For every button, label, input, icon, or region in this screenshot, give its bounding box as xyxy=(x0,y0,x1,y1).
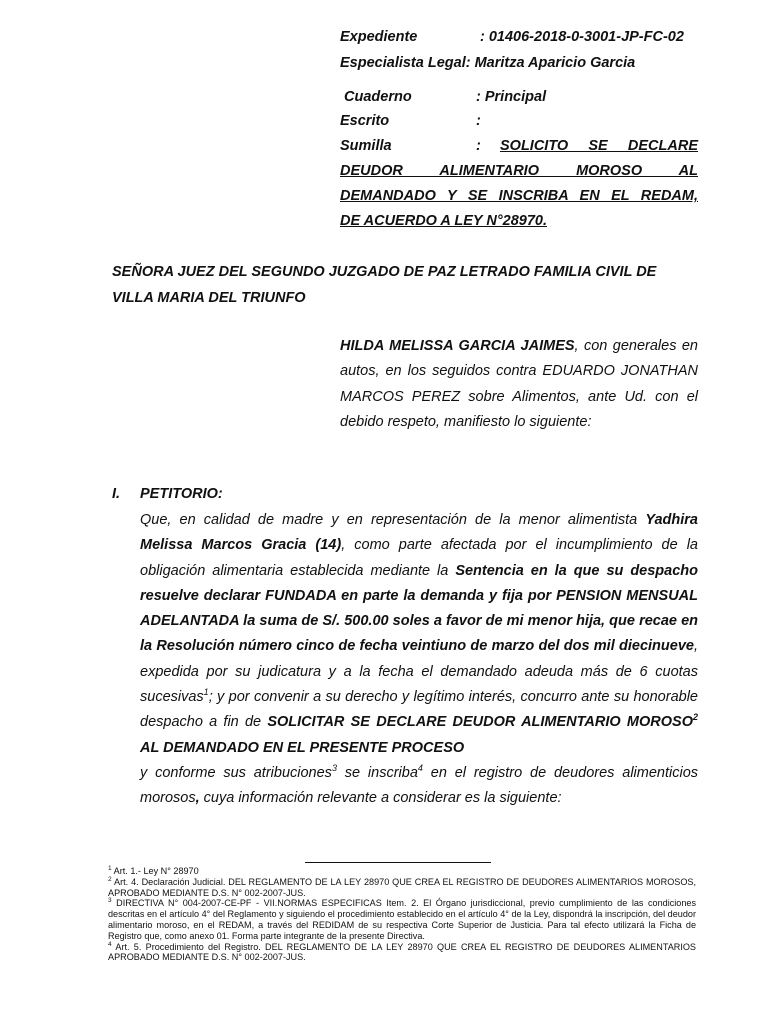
sumilla-colon: : xyxy=(476,138,481,154)
footnote-2 xyxy=(108,877,696,899)
petitorio-text-1: Que, en calidad de madre y en representación de la menor alimentista xyxy=(140,512,646,528)
footnote-4 xyxy=(108,942,696,964)
petitorio-comma: , xyxy=(195,790,200,807)
sumilla-line-3: DEMANDADO Y SE INSCRIBA EN EL REDAM, xyxy=(340,188,698,204)
petitorio-paragraph xyxy=(140,508,698,812)
sumilla-line-1: SOLICITO SE DECLARE xyxy=(500,138,698,154)
footnote-text-3: DIRECTIVA N° 004-2007-CE-PF - VII.NORMAS ESPECIFICAS Item. 2. El Órgano jurisdiccional, previo cumplimiento de las condiciones descritas en el artículo 4° del Reglamento y siguiendo el procedimiento establecido en el artículo 4° de la Ley, dispondrá la inscripción, del deudor alimentario moroso, en el REDAM, a través del REDIDAM de su respectiva Corte Superior de Justicia. Para tal efecto utilizará la Ficha de Registro que, como anexo 01. Forma parte integrante de la presente Directiva. xyxy=(108,898,696,941)
sumilla-row xyxy=(340,138,481,154)
footnote-mark-2: 2 xyxy=(108,875,112,883)
request-heading-cont: AL DEMANDADO EN EL PRESENTE PROCESO xyxy=(140,739,465,756)
petitorio-text-4: ; y por convenir a su derecho y legítimo interés, concurro ante su honorable despacho a fin de xyxy=(140,689,698,731)
addressee-line-1: SEÑORA JUEZ DEL SEGUNDO JUZGADO DE PAZ LETRADO FAMILIA CIVIL DE xyxy=(112,264,657,280)
sumilla-label: Sumilla xyxy=(340,138,392,154)
request-heading: SOLICITAR SE DECLARE DEUDOR ALIMENTARIO MOROSO xyxy=(267,714,693,731)
expediente-value: : 01406-2018-0-3001-JP-FC-02 xyxy=(480,29,684,45)
especialista-label: Especialista Legal: xyxy=(340,55,471,71)
sentence-reference: Sentencia en la que su despacho resuelve declarar FUNDADA en parte la demanda y fija por PENSION MENSUAL ADELANTADA la suma de S/. 500.00 soles a favor de mi menor hija, que recae en la Resolución número cinco de fecha veintiuno de marzo del dos mil diecinueve xyxy=(140,562,699,655)
footnote-ref-4[interactable]: 4 xyxy=(417,763,423,774)
escrito-label: Escrito xyxy=(340,113,390,129)
sumilla-line-4: DE ACUERDO A LEY N°28970. xyxy=(340,213,547,229)
sumilla-line-2: DEUDOR ALIMENTARIO MOROSO AL xyxy=(340,163,698,179)
footnote-mark-4: 4 xyxy=(108,940,112,948)
footnote-mark-3: 3 xyxy=(108,897,112,905)
footnote-3 xyxy=(108,898,696,941)
footnote-ref-2[interactable]: 2 xyxy=(692,712,698,723)
footnote-ref-3[interactable]: 3 xyxy=(331,763,337,774)
section-title: PETITORIO: xyxy=(140,486,223,502)
footnote-1 xyxy=(108,866,696,877)
footnote-text-2: Art. 4. Declaración Judicial. DEL REGLAMENTO DE LA LEY 28970 QUE CREA EL REGISTRO DE DEUDORES ALIMENTARIOS MOROSOS, APROBADO MEDIANTE D.S. N° 002-2007-JUS. xyxy=(108,876,696,898)
footnote-separator xyxy=(305,862,491,863)
cuaderno-value: : Principal xyxy=(476,89,547,105)
footnote-text-4: Art. 5. Procedimiento del Registro. DEL REGLAMENTO DE LA LEY 28970 QUE CREA EL REGISTRO DE DEUDORES ALIMENTARIOS APROBADO MEDIANTE D.S. N° 002-2007-JUS. xyxy=(108,941,696,963)
petitorio-text-3: , expedida por su judicatura y a la fecha el demandado adeuda más de 6 cuotas sucesivas xyxy=(140,638,698,706)
petitorio-text-6: se inscriba xyxy=(336,764,418,781)
petitorio-text-7: en el registro de deudores alimenticios morosos xyxy=(140,764,699,807)
section-number: I. xyxy=(112,486,121,502)
cuaderno-row xyxy=(344,89,547,105)
intro-text: , con generales en autos, en los seguidos contra EDUARDO JONATHAN MARCOS PEREZ sobre Alimentos, ante Ud. con el debido respeto, manifiesto lo siguiente: xyxy=(340,338,698,430)
addressee-line-2: VILLA MARIA DEL TRIUNFO xyxy=(112,290,306,306)
escrito-row xyxy=(340,113,481,129)
escrito-value: : xyxy=(476,113,481,129)
footnote-ref-1[interactable]: 1 xyxy=(203,687,209,698)
footnote-text-1: Art. 1.- Ley N° 28970 xyxy=(111,866,199,876)
plaintiff-name: HILDA MELISSA GARCIA JAIMES xyxy=(340,338,575,354)
intro-paragraph xyxy=(340,334,698,435)
expediente-row xyxy=(340,29,684,45)
especialista-row xyxy=(340,55,635,71)
petitorio-text-8: cuya información relevante a considerar es la siguiente: xyxy=(199,790,562,807)
footnotes xyxy=(108,866,696,963)
expediente-label: Expediente xyxy=(340,29,418,45)
footnote-mark-1: 1 xyxy=(108,864,112,872)
cuaderno-label: Cuaderno xyxy=(344,89,412,105)
petitorio-text-5: y conforme sus atribuciones xyxy=(140,764,332,781)
minor-name: Yadhira Melissa Marcos Gracia (14) xyxy=(140,512,698,554)
petitorio-text-2: , como parte afectada por el incumplimiento de la obligación alimentaria establecida mediante la xyxy=(140,537,698,579)
especialista-value: Maritza Aparicio Garcia xyxy=(474,55,636,71)
